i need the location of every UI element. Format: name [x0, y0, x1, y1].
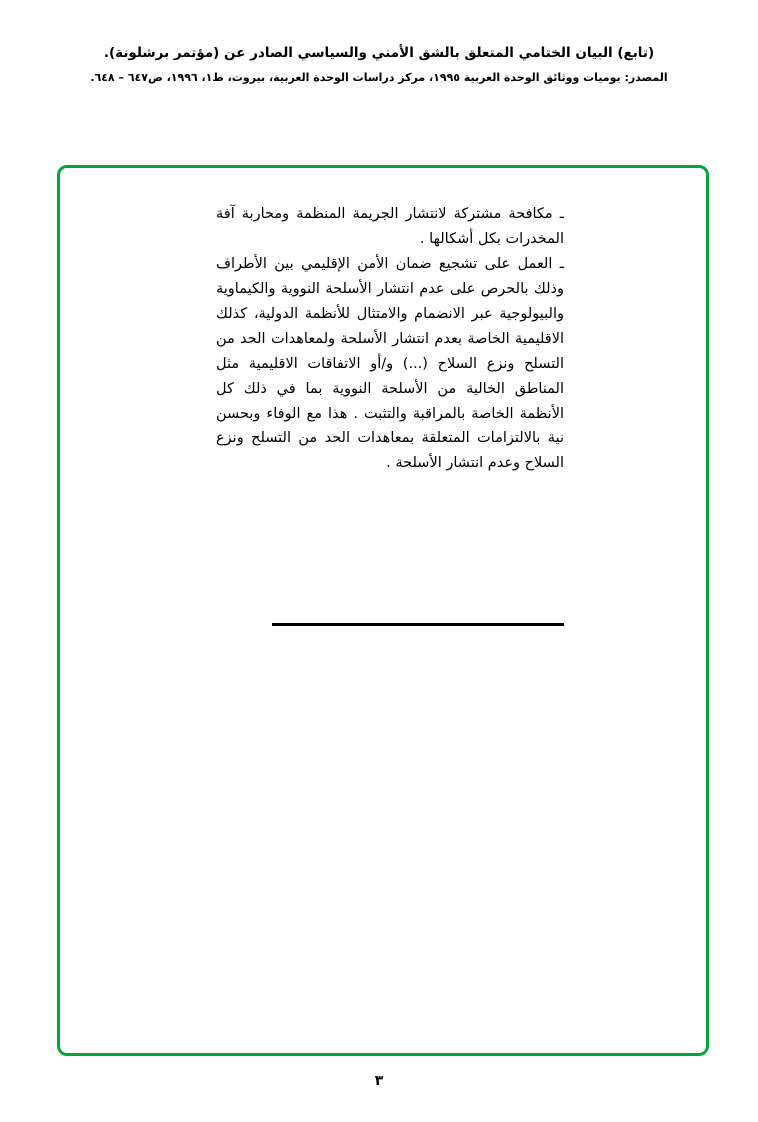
- document-body: [216, 202, 564, 476]
- page-header: [0, 44, 758, 85]
- header-source: المصدر: يوميات ووثائق الوحدة العربية ١٩٩٥، مركز دراسات الوحدة العربية، بيروت، ط١، ١٩٩٦، ص٦٤٧ – ٦٤٨.: [90, 70, 668, 84]
- page-number: ٣: [374, 1073, 384, 1089]
- document-paragraph: ـ العمل على تشجيع ضمان الأمن الإقليمي بين الأطراف وذلك بالحرص على عدم انتشار الأسلحة النووية والكيماوية والبيولوجية عبر الانضمام والامتثال للأنظمة الدولية، كذلك الاقليمية الخاصة بعدم انتشار الأسلحة ولمعاهدات الحد من التسلح ونزع السلاح (...) و/أو الاتفاقات الاقليمية مثل المناطق الخالية من الأسلحة النووية بما في ذلك كل الأنظمة الخاصة بالمراقبة والتثبت . هذا مع الوفاء وبحسن نية بالالتزامات المتعلقة بمعاهدات الحد من التسلح ونزع السلاح وعدم انتشار الأسلحة .: [216, 255, 564, 472]
- document-page: [0, 44, 758, 1122]
- document-paragraph: ـ مكافحة مشتركة لانتشار الجريمة المنظمة ومحاربة آفة المخدرات بكل أشكالها .: [216, 206, 564, 247]
- content-frame: [57, 165, 709, 1056]
- horizontal-rule: [272, 623, 564, 626]
- header-title: (تابع) البيان الختامي المتعلق بالشق الأمني والسياسي الصادر عن (مؤتمر برشلونة).: [103, 45, 655, 61]
